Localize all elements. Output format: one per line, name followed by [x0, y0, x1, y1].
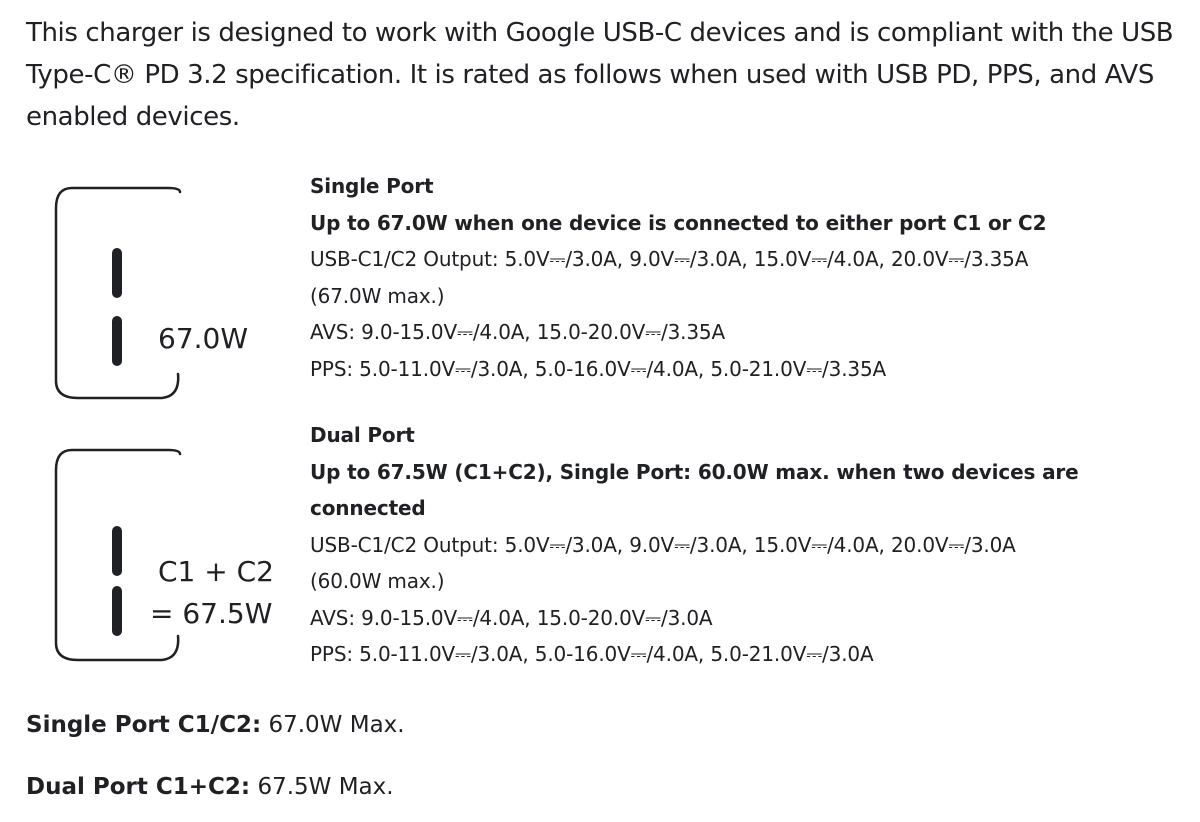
summary-single-value: 67.0W Max. [268, 712, 405, 738]
single-port-pps: PPS: 5.0-11.0V⎓/3.0A, 5.0-16.0V⎓/4.0A, 5.0-21.0V⎓/3.35A [310, 356, 887, 381]
summary-single-label: Single Port C1/C2: [26, 712, 262, 738]
single-port-output: USB-C1/C2 Output: 5.0V⎓/3.0A, 9.0V⎓/3.0A, 15.0V⎓/4.0A, 20.0V⎓/3.35A [310, 247, 1029, 271]
single-port-rating: Up to 67.0W when one device is connected to either port C1 or C2 [310, 210, 1047, 235]
single-port-spec [310, 168, 1180, 387]
summary-dual-port [26, 772, 394, 802]
single-port-diagram-label: 67.0W [158, 322, 249, 355]
port-c1-icon [112, 526, 122, 576]
dual-port-avs: AVS: 9.0-15.0V⎓/4.0A, 15.0-20.0V⎓/3.0A [310, 605, 713, 630]
single-port-charger-diagram [50, 186, 210, 406]
dual-port-diagram-label-line2: = 67.5W [150, 597, 273, 630]
summary-single-port [26, 710, 405, 740]
dual-port-output-max: (60.0W max.) [310, 569, 445, 593]
dual-port-heading: Dual Port [310, 423, 415, 447]
dual-port-rating: Up to 67.5W (C1+C2), Single Port: 60.0W max. when two devices are connected [310, 459, 1079, 520]
single-port-output-max: (67.0W max.) [310, 283, 445, 308]
dual-port-pps: PPS: 5.0-11.0V⎓/3.0A, 5.0-16.0V⎓/4.0A, 5.0-21.0V⎓/3.0A [310, 642, 874, 666]
single-port-avs: AVS: 9.0-15.0V⎓/4.0A, 15.0-20.0V⎓/3.35A [310, 320, 726, 344]
intro-paragraph: This charger is designed to work with Google USB-C devices and is compliant with the USB Type-C® PD 3.2 specification. It is rated as follows when used with USB PD, PPS, and AVS enabled devices. [26, 18, 1174, 132]
summary-dual-label: Dual Port C1+C2: [26, 774, 251, 800]
single-port-heading: Single Port [310, 174, 434, 198]
port-c2-icon [112, 316, 122, 366]
summary-dual-value: 67.5W Max. [257, 774, 394, 800]
dual-port-spec [310, 417, 1180, 673]
dual-port-diagram-label-line1: C1 + C2 [158, 555, 274, 588]
charger-outline-icon [50, 186, 210, 406]
port-c1-icon [112, 248, 122, 298]
port-c2-icon [112, 586, 122, 636]
dual-port-output: USB-C1/C2 Output: 5.0V⎓/3.0A, 9.0V⎓/3.0A, 15.0V⎓/4.0A, 20.0V⎓/3.0A [310, 532, 1016, 557]
